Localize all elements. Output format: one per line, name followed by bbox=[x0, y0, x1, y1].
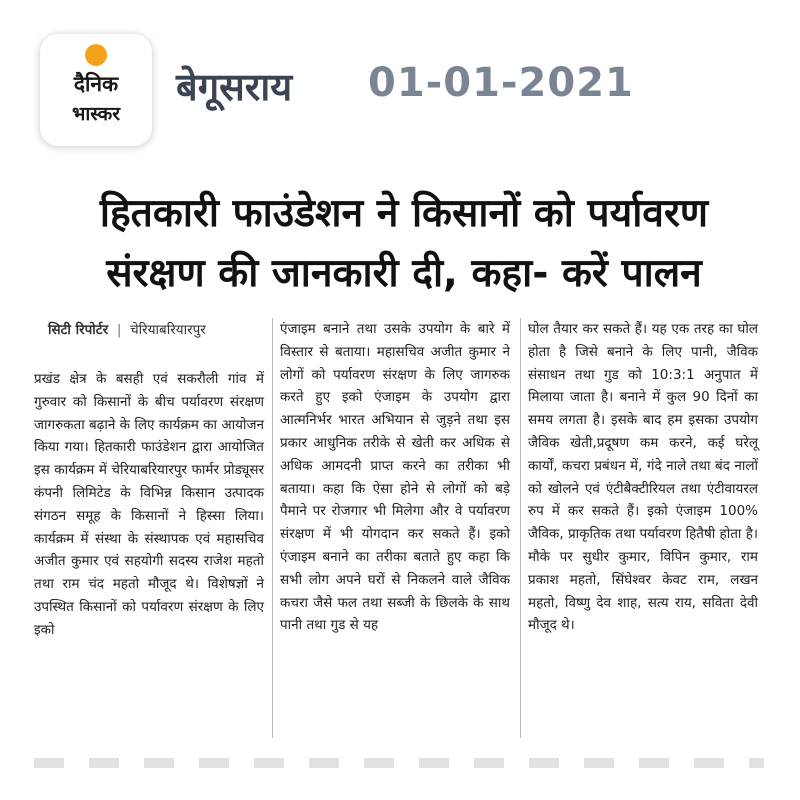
headline-line-1: हितकारी फाउंडेशन ने किसानों को पर्यावरण bbox=[99, 191, 709, 236]
article-column-2 bbox=[280, 318, 510, 637]
logo-text-bottom: भास्कर bbox=[71, 103, 121, 125]
headline-line-2: संरक्षण की जानकारी दी, कहा- करें पालन bbox=[106, 251, 702, 296]
byline-separator: | bbox=[116, 322, 122, 338]
logo-text-top: दैनिक bbox=[73, 72, 119, 96]
edition-city: बेगूसराय bbox=[176, 65, 293, 109]
article-column-1 bbox=[34, 368, 264, 642]
column-divider-1 bbox=[272, 318, 273, 738]
column-2-text: एंजाइम बनाने तथा उसके उपयोग के बारे में विस्तार से बताया। महासचिव अजीत कुमार ने लोगों को पर्यावरण संरक्षण के लिए जागरुक करते हुए इको एंजाइम के उपयोग द्वारा आत्मनिर्भर भारत अभियान से जुड़ने तथा इस प्रकार आधुनिक तरीके से खेती कर अधिक से अधिक आमदनी प्राप्त करने का तरीका भी बताया। कहा कि ऐसा होने से लोगों को बड़े पैमाने पर रोजगार भी मिलेगा और वे पर्यावरण संरक्षण में भी योगदान कर सकते हैं। इको एंजाइम बनाने का तरीका बताते हुए कहा कि सभी लोग अपने घरों से निकलने वाले जैविक कचरा जैसे फल तथा सब्जी के छिलके के साथ पानी तथा गुड से यह bbox=[280, 321, 510, 634]
article-headline bbox=[24, 184, 784, 304]
edition-date: 01-01-2021 bbox=[368, 60, 634, 106]
byline-reporter: सिटी रिपोर्टर bbox=[48, 322, 109, 338]
cropped-next-line bbox=[34, 758, 764, 768]
article-column-3 bbox=[528, 318, 758, 637]
byline-place: चेरियाबरियारपुर bbox=[130, 322, 206, 338]
byline bbox=[48, 320, 268, 338]
sun-icon bbox=[85, 44, 107, 66]
newspaper-logo bbox=[40, 34, 152, 146]
column-divider-2 bbox=[520, 318, 521, 738]
column-3-text: घोल तैयार कर सकते हैं। यह एक तरह का घोल होता है जिसे बनाने के लिए पानी, जैविक संसाधन तथा गुड को 10:3:1 अनुपात में मिलाया जाता है। बनाने में कुल 90 दिनों का समय लगता है। इसके बाद हम इसका उपयोग जैविक खेती,प्रदूषण कम करने, कई घरेलू कार्यों, कचरा प्रबंधन में, गंदे नाले तथा बंद नालों को खोलने एवं एंटीबैक्टीरियल तथा एंटीवायरल रुप में कर सकते हैं। इको एंजाइम 100% जैविक, प्राकृतिक तथा पर्यावरण हितैषी होता है। मौके पर सुधीर कुमार, विपिन कुमार, राम प्रकाश महतो, सिंघेश्वर केवट राम, लखन महतो, विष्णु देव शाह, सत्य राय, सविता देवी मौजूद थे। bbox=[528, 321, 758, 634]
column-1-text: प्रखंड क्षेत्र के बसही एवं सकरौली गांव में गुरुवार को किसानों के बीच पर्यावरण संरक्षण जागरुकता बढ़ाने के लिए कार्यक्रम का आयोजन किया गया। हितकारी फाउंडेशन द्वारा आयोजित इस कार्यक्रम में चेरियाबरियारपुर फार्मर प्रोड्यूसर कंपनी लिमिटेड के विभिन्न किसान उत्पादक संगठन समूह के किसानों ने हिस्सा लिया।कार्यक्रम में संस्था के संस्थापक एवं महासचिव अजीत कुमार एवं सहयोगी सदस्य राजेश महतो तथा राम चंद महतो मौजूद थे। विशेषज्ञों ने उपस्थित किसानों को पर्यावरण संरक्षण के लिए इको bbox=[34, 371, 264, 638]
